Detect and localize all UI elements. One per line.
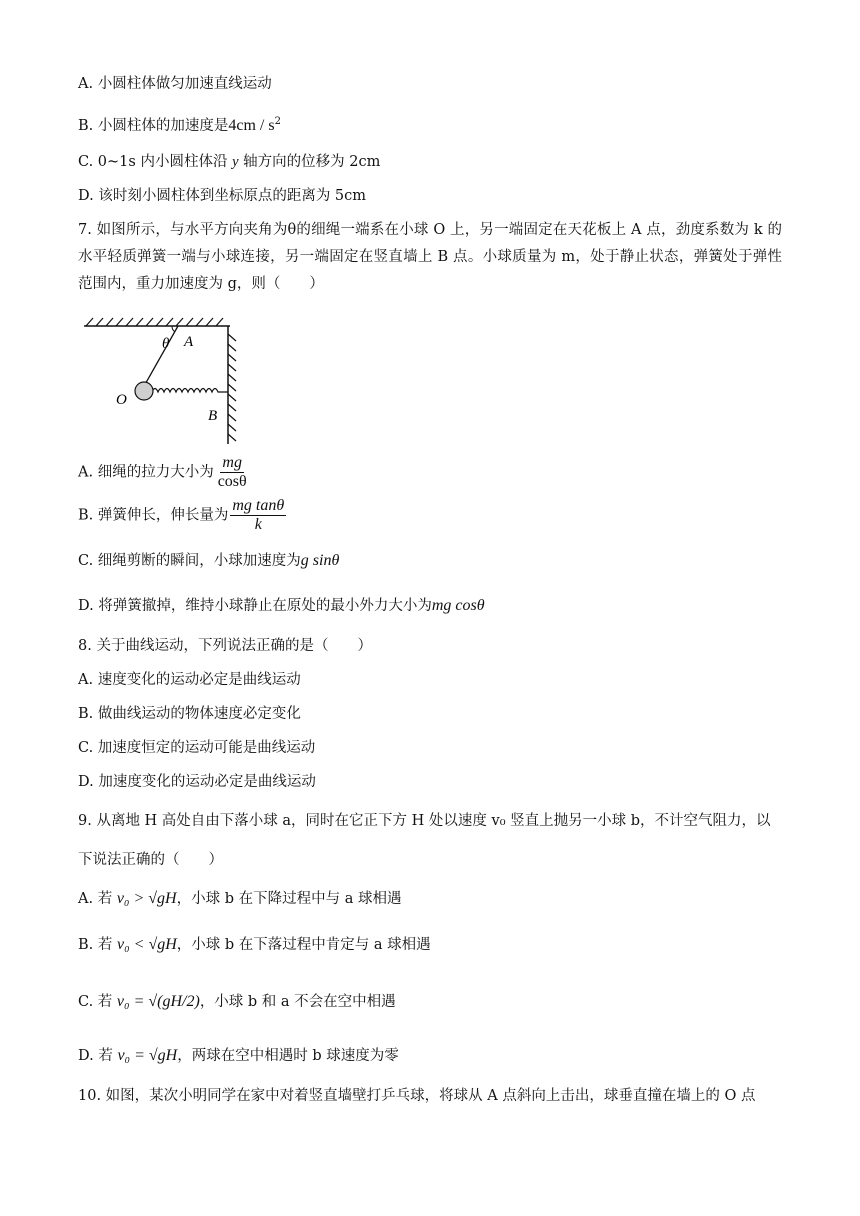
label-o: O — [116, 392, 127, 408]
q9-option-d-post: ，两球在空中相遇时 b 球速度为零 — [177, 1048, 399, 1064]
q6-option-a: A. 小圆柱体做匀加速直线运动 — [78, 76, 272, 92]
q9-option-a-rel: v₀ > √gH — [116, 890, 177, 907]
q6-option-c-post: 轴方向的位移为 2cm — [243, 154, 381, 170]
q9-option-c-pre: C. 若 — [78, 994, 113, 1010]
q6-option-c-var: y — [232, 154, 239, 170]
label-theta: θ — [162, 336, 170, 352]
q7-option-b-den: k — [254, 516, 262, 533]
q6-option-b-math: 4cm / s — [228, 116, 275, 134]
q7-option-c — [78, 551, 339, 571]
q9-stem-line1: 9. 从离地 H 高处自由下落小球 a，同时在它正下方 H 处以速度 v₀ 竖直上抛另一小球 b，不计空气阻力，以 — [78, 813, 771, 829]
q8-option-a: A. 速度变化的运动必定是曲线运动 — [78, 672, 301, 688]
q6-option-b-text: B. 小圆柱体的加速度是 — [78, 117, 229, 134]
q9-option-d — [78, 1046, 399, 1066]
q7-option-a-frac — [216, 454, 249, 491]
q7-option-a-num: mg — [222, 454, 242, 471]
q6-option-b — [78, 112, 281, 136]
q7-diagram — [80, 314, 240, 449]
q9-option-d-pre: D. 若 — [78, 1048, 113, 1064]
q7-option-d-math: mg cosθ — [431, 597, 485, 614]
spring-coil — [152, 389, 228, 393]
rope-line — [143, 326, 178, 388]
q9-option-a-pre: A. 若 — [78, 891, 113, 907]
q9-option-c-post: ，小球 b 和 a 不会在空中相遇 — [199, 994, 396, 1010]
q6-option-b-sup: 2 — [274, 116, 281, 127]
q9-option-c — [78, 992, 396, 1012]
q7-option-b-num: mg tanθ — [232, 497, 285, 514]
q10-stem: 10. 如图，某次小明同学在家中对着竖直墙壁打乒乓球，将球从 A 点斜向上击出，球垂直撞在墙上的 O 点 — [78, 1088, 756, 1104]
ceiling-hatch — [86, 318, 223, 326]
q8-stem: 8. 关于曲线运动，下列说法正确的是（ ） — [78, 638, 372, 654]
label-b: B — [208, 408, 218, 424]
angle-arc — [172, 326, 175, 332]
ball-o — [135, 382, 153, 400]
q7-option-a-den: cosθ — [217, 473, 247, 490]
q8-option-c: C. 加速度恒定的运动可能是曲线运动 — [78, 740, 316, 756]
q7-option-b-text: B. 弹簧伸长，伸长量为 — [78, 507, 229, 524]
q7-option-a-text: A. 细绳的拉力大小为 — [78, 464, 214, 481]
q9-stem-line2: 下说法正确的（ ） — [78, 852, 223, 868]
q7-option-b-frac — [230, 497, 286, 534]
q9-option-b — [78, 935, 431, 955]
q9-option-b-rel: v₀ < √gH — [116, 936, 177, 953]
q9-option-d-rel: v₀ = √gH — [117, 1047, 178, 1064]
q6-option-c-pre: C. 0~1s 内小圆柱体沿 — [78, 154, 228, 170]
q6-option-c — [78, 152, 380, 172]
q7-option-a — [78, 454, 251, 491]
q9-option-c-rel: v₀ = √(gH/2) — [116, 993, 200, 1010]
q8-option-b: B. 做曲线运动的物体速度必定变化 — [78, 706, 301, 722]
q7-option-d — [78, 596, 485, 616]
q9-option-b-pre: B. 若 — [78, 937, 113, 953]
q8-option-d: D. 加速度变化的运动必定是曲线运动 — [78, 774, 316, 790]
q7-stem: 7. 如图所示，与水平方向夹角为θ的细绳一端系在小球 O 上，另一端固定在天花板上 A 点，劲度系数为 k 的水平轻质弹簧一端与小球连接，另一端固定在竖直墙上 B 点。小球质量为 m，处于静止状态，弹簧处于弹性范围内，重力加速度为 g，则（ ） — [78, 222, 782, 292]
wall-hatch — [228, 334, 236, 441]
q9-option-a-post: ，小球 b 在下降过程中与 a 球相遇 — [176, 891, 402, 907]
q9-option-b-post: ，小球 b 在下落过程中肯定与 a 球相遇 — [176, 937, 431, 953]
q6-option-d: D. 该时刻小圆柱体到坐标原点的距离为 5cm — [78, 188, 367, 204]
label-a: A — [184, 334, 194, 350]
q7-option-c-math: g sinθ — [300, 552, 340, 569]
q7-option-c-text: C. 细绳剪断的瞬间，小球加速度为 — [78, 553, 301, 569]
q9-option-a — [78, 889, 401, 909]
q7-option-d-text: D. 将弹簧撤掉，维持小球静止在原处的最小外力大小为 — [78, 598, 432, 614]
q7-option-b — [78, 497, 288, 534]
